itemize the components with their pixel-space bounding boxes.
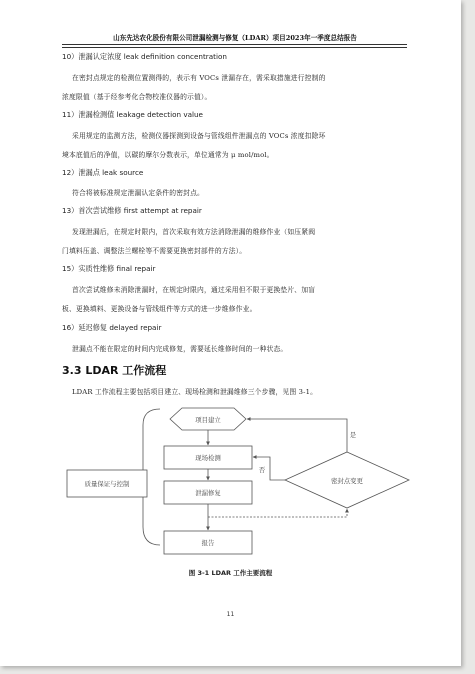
leak-repair-node	[164, 481, 252, 504]
project-setup-label: 项目建立	[195, 416, 221, 424]
qa-box-label: 质量保证与控制	[84, 480, 130, 488]
term-heading: 10）泄漏认定浓度 leak definition concentration	[62, 52, 227, 61]
decision-label: 密封点变更	[331, 477, 363, 485]
yes-label: 是	[349, 431, 357, 439]
term-heading: 12）泄漏点 leak source	[62, 168, 144, 177]
definition-line: 境本底值后的净值，以碳的摩尔分数表示，单位通常为 μ mol/mol。	[62, 151, 274, 159]
qa-box	[67, 470, 147, 497]
term-heading: 15）实质性维修 final repair	[62, 264, 156, 273]
project-setup-node	[170, 408, 246, 430]
report-node	[164, 531, 252, 554]
report-label: 报告	[201, 539, 215, 547]
section-intro: LDAR 工作流程主要包括项目建立、现场检测和泄漏维修三个步骤，见图 3-1。	[72, 388, 318, 396]
definition-line: 符合将被标准规定泄漏认定条件的密封点。	[72, 189, 204, 197]
definition-line: 采用规定的监测方法，检测仪器探测到设备与管线组件泄漏点的 VOCs 浓度扣除环	[72, 132, 326, 140]
definition-line: 门填料压盖、调整法兰螺栓等不需要更换密封部件的方法）。	[62, 247, 247, 255]
definition-line: 在密封点规定的检测位置测得的，表示有 VOCs 泄漏存在，需采取措施进行控制的	[72, 74, 326, 82]
term-heading: 13）首次尝试维修 first attempt at repair	[62, 206, 202, 215]
field-detection-node	[164, 446, 252, 469]
page-number: 11	[226, 611, 235, 618]
figure-caption: 图 3-1 LDAR 工作主要流程	[188, 569, 273, 577]
decision-node	[285, 452, 409, 508]
no-label: 否	[258, 466, 266, 474]
section-title: 3.3 LDAR 工作流程	[62, 364, 167, 377]
definition-line: 泄漏点不能在限定的时间内完成修复，需要延长维修时间的一种状态。	[72, 345, 288, 353]
definition-line: 板、更换填料、更换设备与管线组件等方式的进一步维修作业。	[62, 305, 257, 313]
running-header: 山东先达农化股份有限公司泄漏检测与修复（LDAR）项目2023年一季度总结报告	[113, 34, 357, 42]
definition-line: 首次尝试维修未消除泄漏时，在规定时限内，通过采用但不限于更换垫片、加盲	[72, 286, 316, 294]
field-detection-label: 现场检测	[195, 454, 221, 462]
term-heading: 11）泄漏检测值 leakage detection value	[62, 110, 203, 119]
term-heading: 16）延迟修复 delayed repair	[62, 323, 162, 332]
leak-repair-label: 泄漏修复	[195, 489, 221, 497]
definition-line: 发现泄漏后，在规定时限内，首次采取有效方法消除泄漏的维修作业（如压紧阀	[72, 228, 316, 236]
definition-line: 浓度限值（基于经参考化合物校准仪器的示值）。	[62, 93, 212, 101]
